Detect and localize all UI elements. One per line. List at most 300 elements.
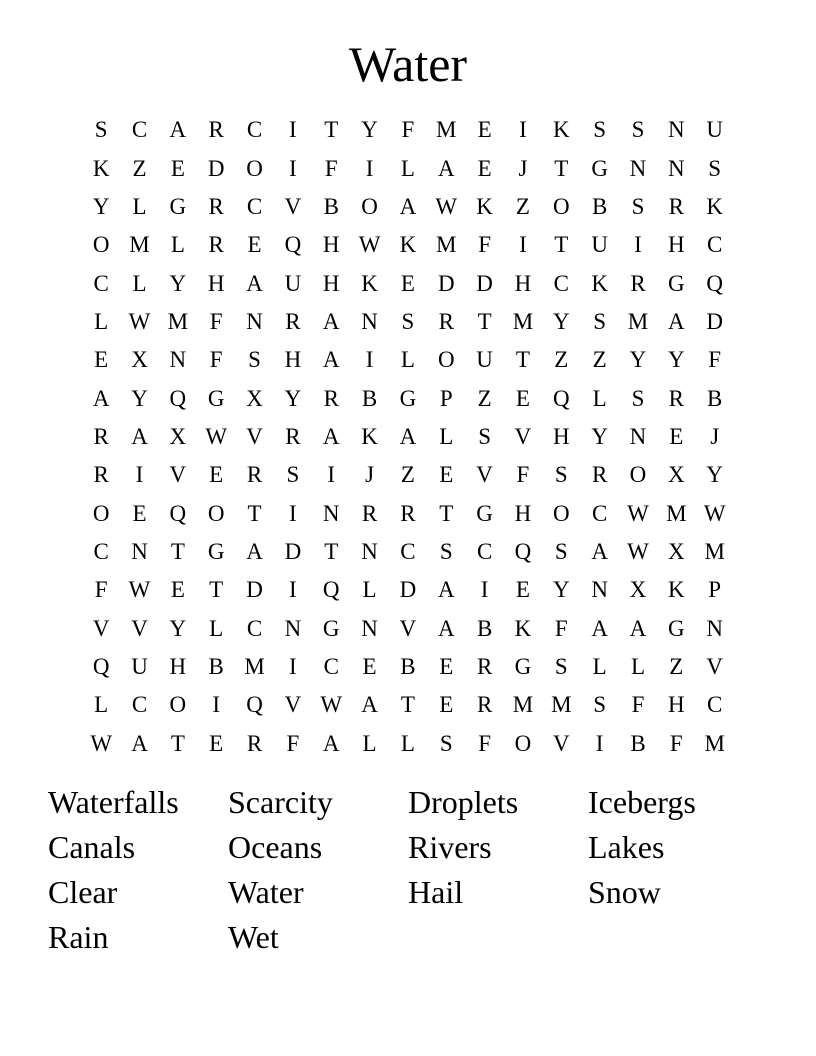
grid-letter: B <box>591 193 608 219</box>
grid-letter: R <box>246 462 263 488</box>
grid-letter: L <box>630 653 646 679</box>
grid-letter: S <box>631 193 645 219</box>
grid-letter: C <box>591 500 608 526</box>
grid-letter: V <box>246 423 263 449</box>
grid-letter: Z <box>669 653 684 679</box>
grid-letter: I <box>595 730 604 756</box>
grid-letter: S <box>439 730 453 756</box>
grid-letter: B <box>476 615 493 641</box>
grid-letter: H <box>284 347 302 373</box>
grid-letter: H <box>322 270 340 296</box>
grid-letter: B <box>323 193 339 219</box>
grid-letter: A <box>322 347 340 373</box>
grid-letter: A <box>437 577 455 603</box>
grid-letter: B <box>208 653 224 679</box>
grid-letter: U <box>591 232 608 258</box>
grid-letter: Q <box>552 385 570 411</box>
grid-letter: Y <box>552 577 570 603</box>
grid-letter: A <box>591 615 608 641</box>
grid-letter: R <box>93 423 109 449</box>
grid-letter: F <box>401 117 415 143</box>
grid-letter: I <box>289 577 297 603</box>
grid-letter: D <box>207 155 225 181</box>
grid-letter: W <box>90 730 113 756</box>
grid-letter: K <box>92 155 110 181</box>
word-list-item: Lakes <box>588 829 665 865</box>
grid-letter: L <box>400 155 415 181</box>
grid-letter: R <box>285 308 301 334</box>
grid-letter: X <box>668 462 685 488</box>
grid-letter: T <box>554 155 569 181</box>
grid-letter: Y <box>668 347 685 373</box>
grid-letter: E <box>515 577 530 603</box>
grid-letter: K <box>514 615 532 641</box>
grid-letter: E <box>247 232 262 258</box>
grid-letter: O <box>169 692 187 718</box>
grid-letter: I <box>365 155 374 181</box>
grid-letter: C <box>131 692 148 718</box>
grid-letter: H <box>207 270 225 296</box>
grid-letter: O <box>552 193 570 219</box>
word-list-item: Rain <box>48 919 109 955</box>
grid-letter: Z <box>477 385 492 411</box>
grid-letter: U <box>284 270 302 296</box>
grid-letter: N <box>361 615 378 641</box>
grid-letter: O <box>207 500 225 526</box>
grid-letter: O <box>246 155 263 181</box>
grid-letter: Q <box>284 232 302 258</box>
grid-letter: C <box>246 193 263 219</box>
grid-letter: E <box>669 423 684 449</box>
grid-letter: F <box>478 232 491 258</box>
grid-letter: Q <box>169 500 187 526</box>
grid-letter: E <box>400 270 415 296</box>
grid-letter: H <box>514 270 532 296</box>
grid-letter: Z <box>592 347 607 373</box>
grid-letter: T <box>477 308 492 334</box>
page-title: Water <box>348 36 468 92</box>
grid-letter: W <box>627 500 649 526</box>
grid-letter: S <box>401 308 415 334</box>
grid-letter: J <box>710 423 720 449</box>
grid-letter: Y <box>706 462 723 488</box>
grid-letter: S <box>478 423 491 449</box>
grid-letter: L <box>592 385 607 411</box>
grid-letter: N <box>131 538 148 564</box>
grid-letter: M <box>167 308 189 334</box>
grid-letter: V <box>169 462 187 488</box>
grid-letter: F <box>209 308 223 334</box>
grid-letter: R <box>208 193 224 219</box>
grid-letter: Y <box>629 347 647 373</box>
grid-letter: Z <box>400 462 415 488</box>
grid-letter: S <box>554 653 568 679</box>
grid-letter: I <box>289 155 297 181</box>
grid-letter: V <box>552 730 570 756</box>
word-list <box>48 780 768 960</box>
grid-letter: W <box>358 232 381 258</box>
grid-letter: N <box>629 155 647 181</box>
grid-letter: S <box>94 117 108 143</box>
grid-letter: T <box>515 347 530 373</box>
grid-letter: S <box>554 538 568 564</box>
grid-letter: C <box>246 117 263 143</box>
grid-letter: W <box>128 308 151 334</box>
grid-letter: M <box>436 232 457 258</box>
grid-letter: L <box>400 347 415 373</box>
grid-letter: R <box>668 193 684 219</box>
grid-letter: R <box>208 117 224 143</box>
grid-letter: A <box>399 423 417 449</box>
grid-letter: E <box>477 155 492 181</box>
grid-letter: L <box>170 232 185 258</box>
grid-letter: L <box>209 615 224 641</box>
grid-letter: Y <box>169 615 187 641</box>
grid-letter: P <box>439 385 453 411</box>
word-list-item: Canals <box>48 829 136 865</box>
grid-letter: L <box>94 308 109 334</box>
grid-letter: A <box>399 193 417 219</box>
grid-letter: T <box>324 117 339 143</box>
word-list-item: Water <box>228 874 304 910</box>
grid-letter: Q <box>92 653 110 679</box>
grid-letter: R <box>93 462 109 488</box>
grid-letter: G <box>591 155 608 181</box>
grid-letter: T <box>170 730 185 756</box>
grid-letter: D <box>399 577 417 603</box>
grid-letter: G <box>476 500 493 526</box>
grid-letter: V <box>399 615 417 641</box>
grid-letter: G <box>399 385 417 411</box>
grid-letter: O <box>92 232 110 258</box>
grid-letter: H <box>169 653 187 679</box>
grid-letter: E <box>515 385 530 411</box>
grid-letter: D <box>706 308 723 334</box>
grid-letter: M <box>512 308 534 334</box>
grid-letter: I <box>634 232 642 258</box>
grid-letter: K <box>706 193 723 219</box>
grid-letter: M <box>512 692 534 718</box>
grid-letter: Z <box>554 347 569 373</box>
grid-letter: E <box>209 462 224 488</box>
grid-letter: M <box>436 117 457 143</box>
grid-letter: F <box>669 730 683 756</box>
grid-letter: V <box>706 653 723 679</box>
grid-letter: E <box>94 347 109 373</box>
grid-letter: U <box>131 653 148 679</box>
grid-letter: O <box>629 462 647 488</box>
grid-letter: Q <box>246 692 263 718</box>
grid-letter: R <box>361 500 378 526</box>
word-list-item: Rivers <box>408 829 492 865</box>
grid-letter: O <box>552 500 570 526</box>
grid-letter: U <box>476 347 493 373</box>
grid-letter: E <box>170 155 185 181</box>
grid-letter: K <box>399 232 417 258</box>
grid-letter: C <box>476 538 493 564</box>
grid-letter: L <box>400 730 415 756</box>
grid-letter: N <box>591 577 608 603</box>
grid-letter: X <box>246 385 263 411</box>
grid-letter: F <box>209 347 223 373</box>
word-list-item: Waterfalls <box>48 784 179 820</box>
grid-letter: Z <box>515 193 530 219</box>
grid-letter: R <box>630 270 646 296</box>
grid-letter: L <box>132 193 147 219</box>
grid-letter: C <box>707 692 723 718</box>
grid-letter: M <box>666 500 687 526</box>
grid-letter: M <box>244 653 265 679</box>
grid-letter: W <box>627 538 649 564</box>
grid-letter: A <box>131 730 148 756</box>
grid-letter: E <box>439 653 454 679</box>
grid-letter: D <box>476 270 493 296</box>
word-list-item: Oceans <box>228 829 323 865</box>
grid-letter: E <box>132 500 147 526</box>
grid-letter: S <box>631 117 645 143</box>
grid-letter: X <box>131 347 148 373</box>
grid-letter: F <box>631 692 645 718</box>
grid-letter: H <box>514 500 532 526</box>
grid-letter: G <box>322 615 340 641</box>
grid-letter: R <box>438 308 454 334</box>
grid-letter: C <box>553 270 569 296</box>
grid-letter: R <box>246 730 263 756</box>
grid-letter: R <box>668 385 684 411</box>
grid-letter: H <box>552 423 570 449</box>
grid-letter: I <box>289 653 297 679</box>
grid-letter: K <box>361 270 378 296</box>
word-list-item: Icebergs <box>588 784 696 820</box>
grid-letter: P <box>708 577 722 603</box>
grid-letter: X <box>668 538 685 564</box>
grid-letter: C <box>93 270 109 296</box>
grid-letter: L <box>362 730 377 756</box>
grid-letter: L <box>94 692 109 718</box>
grid-letter: R <box>476 653 493 679</box>
grid-letter: R <box>591 462 608 488</box>
grid-letter: V <box>284 692 302 718</box>
grid-letter: T <box>554 232 569 258</box>
grid-letter: V <box>514 423 532 449</box>
grid-letter: B <box>707 385 723 411</box>
grid-letter: M <box>704 730 725 756</box>
grid-letter: I <box>289 117 297 143</box>
grid-letter: T <box>439 500 454 526</box>
grid-letter: S <box>593 308 607 334</box>
grid-letter: W <box>128 577 151 603</box>
grid-letter: W <box>205 423 228 449</box>
grid-letter: R <box>400 500 416 526</box>
grid-letter: W <box>703 500 726 526</box>
grid-letter: Y <box>591 423 608 449</box>
grid-letter: W <box>320 692 343 718</box>
grid-letter: T <box>324 538 339 564</box>
grid-letter: C <box>707 232 723 258</box>
grid-letter: S <box>631 385 645 411</box>
grid-letter: A <box>437 615 455 641</box>
grid-letter: T <box>209 577 224 603</box>
grid-letter: F <box>708 347 722 373</box>
grid-letter: O <box>437 347 455 373</box>
word-list-item: Clear <box>48 874 118 910</box>
grid-letter: V <box>131 615 148 641</box>
grid-letter: A <box>361 692 378 718</box>
word-list-item: Snow <box>588 874 661 910</box>
grid-letter: K <box>476 193 493 219</box>
grid-letter: A <box>322 308 340 334</box>
grid-letter: G <box>514 653 532 679</box>
grid-letter: N <box>668 155 685 181</box>
grid-letter: O <box>361 193 378 219</box>
grid-letter: I <box>519 117 527 143</box>
grid-letter: V <box>476 462 493 488</box>
grid-letter: Q <box>322 577 340 603</box>
grid-letter: A <box>92 385 110 411</box>
grid-letter: J <box>365 462 375 488</box>
grid-letter: S <box>593 117 607 143</box>
grid-letter: L <box>362 577 377 603</box>
grid-letter: I <box>365 347 374 373</box>
grid-letter: M <box>551 692 572 718</box>
grid-letter: L <box>439 423 454 449</box>
grid-letter: F <box>286 730 300 756</box>
grid-letter: X <box>629 577 647 603</box>
grid-letter: K <box>591 270 608 296</box>
grid-letter: H <box>322 232 340 258</box>
grid-letter: A <box>591 538 608 564</box>
grid-letter: N <box>361 308 378 334</box>
grid-letter: R <box>285 423 301 449</box>
grid-letter: K <box>668 577 685 603</box>
grid-letter: A <box>131 423 148 449</box>
grid-letter: N <box>169 347 187 373</box>
word-list-item: Droplets <box>408 784 519 820</box>
grid-letter: I <box>135 462 144 488</box>
grid-letter: T <box>400 692 415 718</box>
grid-letter: B <box>400 653 416 679</box>
grid-letter: Y <box>284 385 302 411</box>
grid-letter: A <box>629 615 647 641</box>
grid-letter: M <box>129 232 150 258</box>
grid-letter: S <box>554 462 568 488</box>
grid-letter: S <box>248 347 261 373</box>
grid-letter: E <box>477 117 492 143</box>
grid-letter: I <box>480 577 489 603</box>
grid-letter: L <box>132 270 147 296</box>
grid-letter: I <box>289 500 297 526</box>
grid-letter: R <box>476 692 493 718</box>
grid-letter: G <box>668 615 685 641</box>
grid-letter: A <box>246 270 263 296</box>
grid-letter: J <box>518 155 528 181</box>
grid-letter: K <box>361 423 378 449</box>
grid-letter: F <box>516 462 530 488</box>
grid-letter: E <box>209 730 224 756</box>
grid-letter: C <box>400 538 416 564</box>
grid-letter: S <box>708 155 722 181</box>
grid-letter: R <box>323 385 339 411</box>
grid-letter: Y <box>131 385 148 411</box>
grid-letter: C <box>246 615 263 641</box>
grid-letter: N <box>629 423 647 449</box>
word-list-item: Scarcity <box>228 784 333 820</box>
grid-letter: S <box>593 692 607 718</box>
grid-letter: Y <box>169 270 187 296</box>
grid-letter: O <box>514 730 532 756</box>
grid-letter: I <box>327 462 336 488</box>
grid-letter: E <box>439 692 454 718</box>
grid-letter: G <box>668 270 685 296</box>
grid-letter: C <box>131 117 148 143</box>
grid-letter: D <box>284 538 302 564</box>
grid-letter: T <box>247 500 262 526</box>
grid-letter: G <box>207 538 225 564</box>
grid-letter: V <box>284 193 302 219</box>
grid-letter: N <box>284 615 302 641</box>
grid-letter: Y <box>92 193 110 219</box>
grid-letter: N <box>706 615 723 641</box>
grid-letter: E <box>362 653 377 679</box>
grid-letter: I <box>212 692 221 718</box>
grid-letter: A <box>668 308 685 334</box>
grid-letter: O <box>92 500 110 526</box>
grid-letter: Q <box>706 270 723 296</box>
grid-letter: C <box>93 538 109 564</box>
grid-letter: C <box>323 653 339 679</box>
grid-letter: F <box>94 577 108 603</box>
grid-letter: D <box>437 270 455 296</box>
grid-letter: Q <box>169 385 187 411</box>
grid-letter: A <box>169 117 187 143</box>
grid-letter: T <box>170 538 185 564</box>
grid-letter: A <box>322 423 340 449</box>
grid-letter: Y <box>361 117 378 143</box>
grid-letter: Z <box>132 155 147 181</box>
grid-letter: F <box>324 155 338 181</box>
grid-letter: L <box>592 653 607 679</box>
grid-letter: A <box>322 730 340 756</box>
grid-letter: M <box>627 308 649 334</box>
grid-letter: S <box>439 538 453 564</box>
word-list-item: Wet <box>228 919 279 955</box>
grid-letter: A <box>246 538 263 564</box>
grid-letter: E <box>439 462 454 488</box>
grid-letter: E <box>170 577 185 603</box>
grid-letter: H <box>668 232 685 258</box>
grid-letter: G <box>207 385 225 411</box>
grid-letter: X <box>169 423 187 449</box>
letter-grid <box>82 111 734 763</box>
grid-letter: I <box>519 232 527 258</box>
grid-letter: S <box>286 462 300 488</box>
grid-letter: D <box>246 577 263 603</box>
grid-letter: M <box>704 538 725 564</box>
grid-letter: R <box>208 232 224 258</box>
grid-letter: U <box>706 117 723 143</box>
grid-letter: A <box>437 155 455 181</box>
grid-letter: K <box>552 117 570 143</box>
grid-letter: Q <box>514 538 532 564</box>
grid-letter: N <box>668 117 685 143</box>
grid-letter: G <box>169 193 187 219</box>
grid-letter: N <box>246 308 263 334</box>
grid-letter: Y <box>552 308 570 334</box>
grid-letter: N <box>361 538 378 564</box>
grid-letter: N <box>322 500 340 526</box>
grid-letter: F <box>478 730 491 756</box>
grid-letter: B <box>630 730 646 756</box>
